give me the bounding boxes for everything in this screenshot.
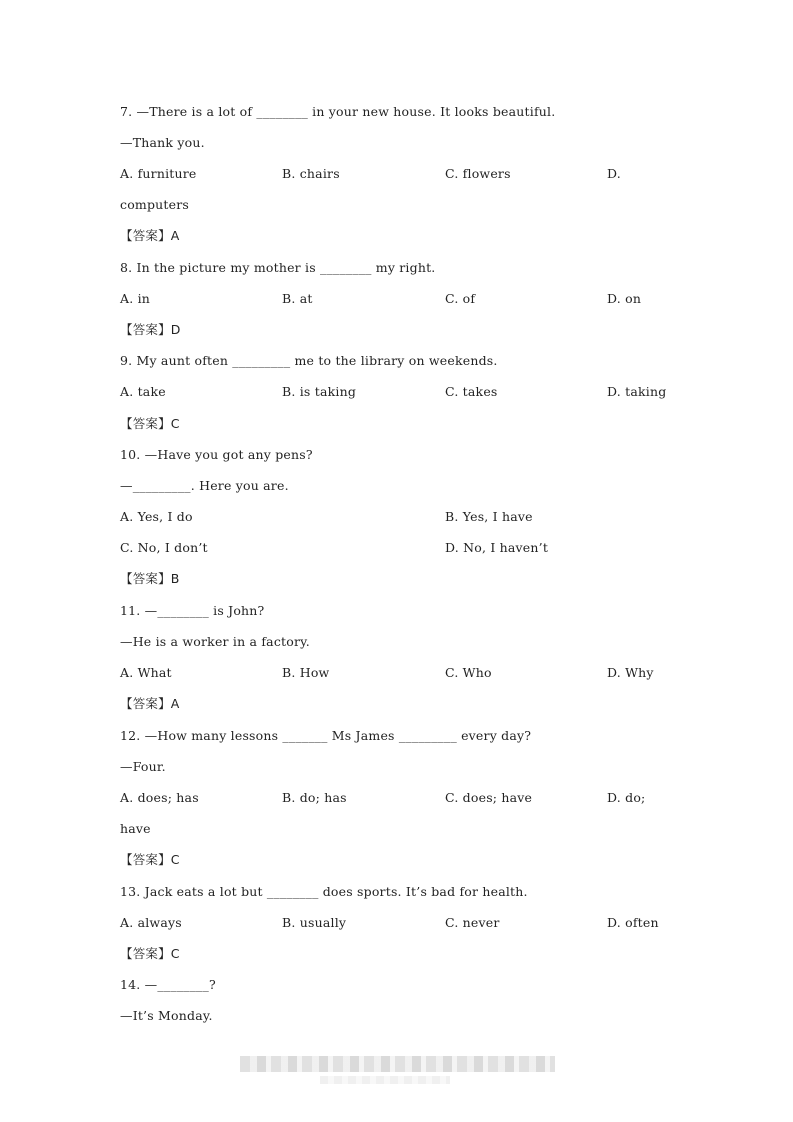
option-d: D. on xyxy=(607,291,642,306)
option-d: D. xyxy=(607,166,621,181)
option-a: A. What xyxy=(120,665,172,680)
option-a: A. always xyxy=(120,915,182,930)
question-12-options xyxy=(120,788,680,808)
option-d: D. often xyxy=(607,915,659,930)
question-8-answer: 【答案】D xyxy=(120,322,181,337)
question-7-option-d-text: computers xyxy=(120,197,190,212)
option-c: C. Who xyxy=(445,665,492,680)
question-10-options-row-2 xyxy=(120,538,680,558)
question-7-reply: —Thank you. xyxy=(120,135,205,150)
question-14-stem: 14. —________? xyxy=(120,977,216,992)
blurred-footer-watermark xyxy=(240,1056,555,1072)
question-9-options xyxy=(120,382,680,402)
option-d: D. Why xyxy=(607,665,654,680)
question-14-reply: —It’s Monday. xyxy=(120,1008,213,1023)
option-b: B. do; has xyxy=(282,790,347,805)
question-12-reply: —Four. xyxy=(120,759,166,774)
option-c: C. of xyxy=(445,291,476,306)
question-11-stem: 11. —________ is John? xyxy=(120,603,265,618)
option-d: D. do; xyxy=(607,790,646,805)
question-11-options xyxy=(120,663,680,683)
option-c: C. takes xyxy=(445,384,498,399)
option-a: A. does; has xyxy=(120,790,199,805)
question-13-answer: 【答案】C xyxy=(120,946,180,961)
question-10-answer: 【答案】B xyxy=(120,571,180,586)
question-9-answer: 【答案】C xyxy=(120,416,180,431)
question-7-stem: 7. —There is a lot of ________ in your new house. It looks beautiful. xyxy=(120,104,556,119)
question-10-reply: —_________. Here you are. xyxy=(120,478,289,493)
option-d: D. taking xyxy=(607,384,667,399)
blurred-footer-watermark-sub xyxy=(320,1076,450,1084)
option-a: A. Yes, I do xyxy=(120,509,193,524)
option-b: B. chairs xyxy=(282,166,340,181)
option-c: C. does; have xyxy=(445,790,533,805)
option-a: A. furniture xyxy=(120,166,197,181)
option-b: B. is taking xyxy=(282,384,357,399)
option-b: B. at xyxy=(282,291,313,306)
question-13-stem: 13. Jack eats a lot but ________ does sports. It’s bad for health. xyxy=(120,884,528,899)
question-13-options xyxy=(120,913,680,933)
question-10-stem: 10. —Have you got any pens? xyxy=(120,447,313,462)
option-a: A. take xyxy=(120,384,166,399)
question-11-answer: 【答案】A xyxy=(120,696,180,711)
option-a: A. in xyxy=(120,291,151,306)
question-12-option-d-text: have xyxy=(120,821,151,836)
option-c: C. flowers xyxy=(445,166,511,181)
option-b: B. Yes, I have xyxy=(445,509,533,524)
option-c: C. No, I don’t xyxy=(120,540,208,555)
question-8-options xyxy=(120,289,680,309)
option-b: B. usually xyxy=(282,915,347,930)
question-7-options xyxy=(120,164,680,184)
question-12-answer: 【答案】C xyxy=(120,852,180,867)
question-12-stem: 12. —How many lessons _______ Ms James _________ every day? xyxy=(120,728,532,743)
option-c: C. never xyxy=(445,915,500,930)
option-b: B. How xyxy=(282,665,330,680)
question-10-options-row-1 xyxy=(120,507,680,527)
question-8-stem: 8. In the picture my mother is ________ my right. xyxy=(120,260,436,275)
question-11-reply: —He is a worker in a factory. xyxy=(120,634,310,649)
option-d: D. No, I haven’t xyxy=(445,540,549,555)
question-9-stem: 9. My aunt often _________ me to the library on weekends. xyxy=(120,353,498,368)
question-7-answer: 【答案】A xyxy=(120,228,180,243)
